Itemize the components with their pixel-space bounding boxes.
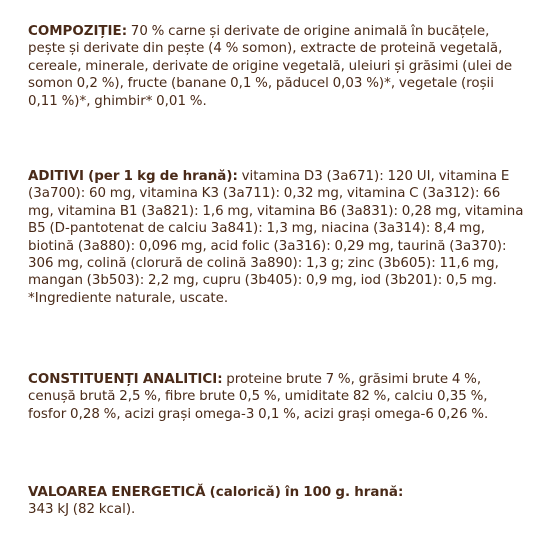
composition-section — [28, 23, 524, 110]
energy-value-section — [28, 484, 524, 519]
composition-heading: COMPOZIȚIE: — [28, 24, 128, 39]
additives-heading: ADITIVI (per 1 kg de hrană): — [28, 169, 238, 184]
energy-value-heading: VALOAREA ENERGETICĂ (calorică) în 100 g. hrană: — [28, 485, 404, 500]
analytical-constituents-text: proteine brute 7 %, grăsimi brute 4 %, cenușă brută 2,5 %, fibre brute 0,5 %, umiditate 82 %, calciu 0,35 %, fosfor 0,28 %, acizi grași omega-3 0,1 %, acizi grași omega-6 0,26 %. — [28, 372, 489, 422]
composition-text: 70 % carne și derivate de origine animală în bucățele, pește și derivate din pește (4 % somon), extracte de proteină vegetală, cereale, minerale, derivate de origine vegetală, uleiuri și grăsimi (ulei de somon 0,2 %), fructe (banane 0,1 %, păducel 0,03 %)*, vegetale (roșii 0,11 %)*, ghimbir* 0,01 %. — [28, 24, 513, 109]
additives-text: vitamina D3 (3a671): 120 UI, vitamina E (3a700): 60 mg, vitamina K3 (3a711): 0,32 mg, vitamina C (3a312): 66 mg, vitamina B1 (3a821): 1,6 mg, vitamina B6 (3a831): 0,28 mg, vitamina B5 (D-pantotenat de calciu 3a841): 1,3 mg, niacina (3a314): 8,4 mg, biotină (3a880): 0,096 mg, acid folic (3a316): 0,29 mg, taurină (3a370): 306 mg, colină (clorură de colină 3a890): 1,3 g; zinc (3b605): 11,6 mg, mangan (3b503): 2,2 mg, cupru (3b405): 0,9 mg, iod (3b201): 0,5 mg. *Ingrediente naturale, uscate. — [28, 169, 524, 306]
analytical-constituents-section — [28, 371, 524, 423]
energy-value-text: 343 kJ (82 kcal). — [28, 502, 136, 518]
analytical-constituents-heading: CONSTITUENȚI ANALITICI: — [28, 372, 223, 387]
additives-section — [28, 168, 524, 307]
